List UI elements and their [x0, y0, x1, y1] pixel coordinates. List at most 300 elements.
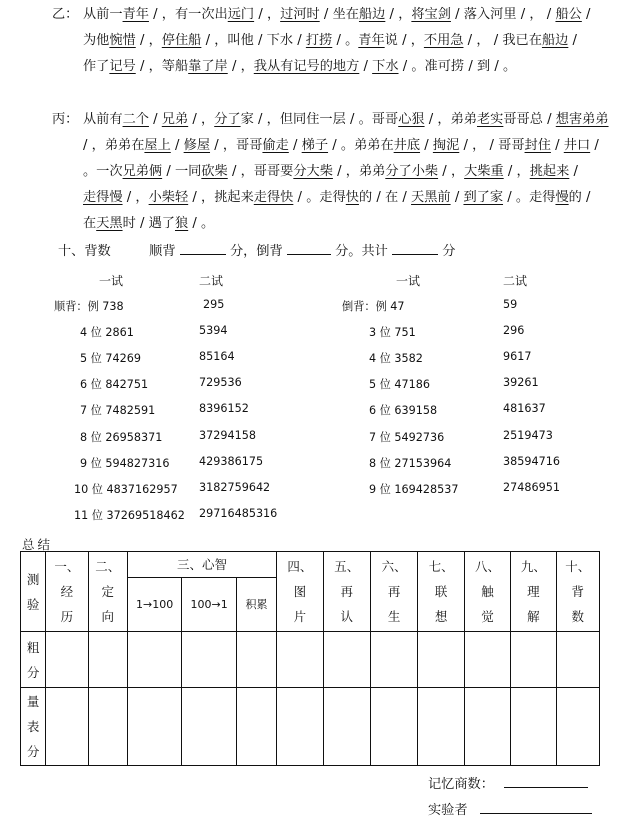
- story-yi-segment: [529, 7, 542, 22]
- cell-text: 测: [26, 571, 40, 587]
- cell-text: 七、: [428, 559, 454, 574]
- text: 在: [83, 216, 97, 231]
- tester-blank[interactable]: [480, 801, 592, 814]
- keyword: 偷走: [262, 138, 289, 153]
- score-cell[interactable]: [464, 632, 510, 688]
- story-bing-segment: [223, 138, 289, 153]
- digit-row-label: 11 位 37269518462: [74, 508, 185, 522]
- separator-slash: /: [337, 164, 342, 179]
- score-cell[interactable]: [88, 632, 127, 688]
- text: 作了: [83, 59, 110, 74]
- story-bing-segment: [437, 112, 543, 127]
- cell-text: 再: [387, 584, 401, 599]
- separator-slash: /: [428, 112, 434, 127]
- score-cell[interactable]: [88, 688, 127, 766]
- separator-slash: /: [507, 190, 512, 205]
- separator-slash: /: [257, 33, 263, 48]
- story-bing-segment: [556, 112, 609, 127]
- separator-slash: /: [332, 138, 337, 153]
- keyword: 砍柴: [201, 164, 228, 179]
- score-cell[interactable]: [511, 688, 556, 766]
- separator-slash: /: [192, 190, 197, 205]
- keyword: 停住船: [161, 33, 202, 48]
- digit-trial2: 2519473: [503, 428, 553, 442]
- cell-text: 认: [340, 609, 354, 624]
- keyword: 挑起来: [529, 164, 570, 179]
- keyword: 青年: [122, 7, 149, 22]
- separator-slash: /: [520, 7, 526, 22]
- text: ，: [450, 164, 465, 179]
- separator-slash: /: [586, 190, 591, 205]
- story-bing-segment: [302, 138, 328, 153]
- digit-trial2: 9617: [503, 350, 532, 364]
- keyword: 兄弟俩: [122, 164, 163, 179]
- digit-trial2: 38594716: [503, 454, 560, 468]
- keyword: 到了家: [463, 190, 504, 205]
- story-yi-segment: [372, 59, 398, 74]
- text: ，: [135, 190, 149, 205]
- digit-trial2: 27486951: [503, 480, 560, 494]
- separator-slash: /: [336, 33, 341, 48]
- digit-row-label: 5 位 47186: [369, 378, 431, 392]
- cell-text: 三、心智: [177, 557, 228, 572]
- backward-score-label: 分，倒背: [229, 244, 283, 259]
- cell-text: 生: [387, 609, 401, 624]
- separator-slash: /: [297, 33, 302, 48]
- score-cell[interactable]: [556, 688, 599, 766]
- text: ，有一次出: [161, 7, 228, 22]
- keyword: 大柴重: [464, 164, 504, 179]
- keyword: 慢: [555, 190, 569, 205]
- keyword: 兄弟: [161, 112, 189, 127]
- keyword: 分了: [214, 112, 241, 127]
- text: ，弟弟在: [91, 138, 145, 153]
- separator-slash: /: [489, 138, 494, 153]
- story-yi-segment: [477, 59, 490, 74]
- row-header: [21, 632, 46, 688]
- score-cell[interactable]: [556, 632, 599, 688]
- subcol-header: [236, 578, 276, 632]
- story-bing-segment: [517, 164, 570, 179]
- tester: [428, 799, 592, 818]
- score-cell[interactable]: [323, 688, 370, 766]
- section10-number: 十、: [58, 244, 85, 259]
- separator-slash: /: [586, 7, 591, 22]
- separator-slash: /: [214, 138, 219, 153]
- text: 从前有: [83, 112, 123, 127]
- separator-slash: /: [174, 138, 180, 153]
- keyword: 青年: [358, 33, 385, 48]
- story-bing-segment: [346, 164, 438, 179]
- text: ，: [410, 33, 424, 48]
- score-cell[interactable]: [182, 688, 236, 766]
- score-cell[interactable]: [277, 688, 323, 766]
- cell-text: 八、: [474, 559, 500, 574]
- backward-score-blank[interactable]: [287, 242, 331, 255]
- story-bing-segment: [83, 216, 136, 231]
- separator-slash: /: [442, 164, 447, 179]
- text: 下水: [266, 33, 294, 48]
- digit-trial2: 39261: [503, 376, 539, 390]
- cell-text: 理: [527, 584, 540, 599]
- cell-text: 分: [26, 664, 40, 680]
- forward-label: 顺背：例 738: [54, 300, 124, 313]
- story-yi-segment: [306, 33, 332, 48]
- keyword: 修屋: [183, 138, 211, 153]
- digit-row-label: 10 位 4837162957: [74, 482, 178, 496]
- separator-slash: /: [572, 33, 577, 48]
- cell-text: 背: [571, 584, 585, 599]
- cell-text: 想: [434, 609, 448, 624]
- story-yi-segment: [241, 59, 360, 74]
- keyword: 记号: [109, 59, 136, 74]
- story-yi-segment: [555, 7, 581, 22]
- story-bing-segment: [184, 138, 210, 153]
- keyword: 下水: [372, 59, 399, 74]
- story-yi-segment: [345, 33, 398, 48]
- story-yi-segment: [267, 33, 293, 48]
- story-bing-segment: [241, 164, 333, 179]
- keyword: 打捞: [305, 33, 333, 48]
- text: 。: [201, 216, 215, 231]
- story-yi-segment: [267, 7, 320, 22]
- story-yi-segment: [464, 7, 517, 22]
- separator-slash: /: [323, 7, 329, 22]
- keyword: 快: [345, 190, 359, 205]
- text: 家: [240, 112, 254, 127]
- cell-text: 再: [340, 584, 354, 599]
- story-bing-segment: [463, 190, 503, 205]
- memory-quotient-blank[interactable]: [504, 775, 588, 788]
- story-yi-segment: [502, 33, 568, 48]
- story-yi-segment: [83, 7, 149, 22]
- story-yi-segment: [411, 33, 464, 48]
- cell-text: 100→1: [190, 598, 228, 611]
- keyword: 分了小柴: [385, 164, 439, 179]
- text: 的: [358, 190, 373, 205]
- forward-score-blank[interactable]: [180, 242, 226, 255]
- text: ，等船: [148, 59, 189, 74]
- story-yi-segment: [162, 7, 254, 22]
- digit-trial2: 429386175: [199, 454, 264, 468]
- keyword: 天黑: [96, 216, 123, 231]
- text: 从前一: [83, 7, 123, 22]
- story-yi-segment: [214, 33, 254, 48]
- separator-slash: /: [192, 216, 197, 231]
- score-cell[interactable]: [370, 632, 417, 688]
- keyword: 远门: [227, 7, 255, 22]
- text: 。一次: [83, 164, 123, 179]
- separator-slash: /: [463, 138, 468, 153]
- forward-trial1-header: 一试: [99, 274, 124, 288]
- col-header: [46, 552, 88, 632]
- story-bing-label: 丙：: [52, 112, 79, 127]
- digit-row-label: 6 位 639158: [369, 404, 438, 418]
- summary-table: [20, 551, 600, 766]
- text: 。: [503, 59, 517, 74]
- backward-label: 倒背：例 47: [342, 300, 405, 313]
- digit-trial2: 5394: [199, 324, 228, 338]
- separator-slash: /: [293, 138, 298, 153]
- col-header-mind: [127, 552, 276, 578]
- cell-text: 图: [293, 584, 307, 599]
- score-cell[interactable]: [277, 632, 323, 688]
- cell-text: 向: [101, 609, 114, 624]
- score-cell[interactable]: [464, 688, 510, 766]
- separator-slash: /: [297, 190, 302, 205]
- story-bing-segment: [83, 112, 149, 127]
- digit-trial2: 59: [503, 298, 518, 311]
- separator-slash: /: [402, 59, 408, 74]
- story-bing-segment: [564, 138, 590, 153]
- story-yi-segment: [411, 59, 464, 74]
- separator-slash: /: [546, 7, 552, 22]
- digit-trial2: 29716485316: [199, 506, 278, 520]
- separator-slash: /: [205, 33, 211, 48]
- separator-slash: /: [192, 112, 197, 127]
- story-bing-segment: [83, 164, 162, 179]
- story-bing-segment: [149, 216, 189, 231]
- story-yi-segment: [149, 59, 228, 74]
- row-header-test: [21, 552, 46, 632]
- section10-heading: [58, 240, 455, 259]
- forward-trial2-header: 二试: [199, 274, 224, 288]
- cell-text: 十、: [565, 559, 591, 574]
- separator-slash: /: [153, 112, 158, 127]
- score-cell[interactable]: [418, 632, 464, 688]
- score-cell[interactable]: [236, 632, 276, 688]
- separator-slash: /: [454, 190, 460, 205]
- backward-trial1-header: 一试: [396, 274, 421, 288]
- separator-slash: /: [547, 112, 552, 127]
- text: ，叫他: [214, 33, 254, 48]
- digit-trial2: 481637: [503, 402, 546, 416]
- story-bing-segment: [201, 112, 254, 127]
- cell-text: 九、: [520, 559, 546, 574]
- text: 。哥哥: [358, 112, 399, 127]
- keyword: 老实: [476, 112, 504, 127]
- separator-slash: /: [402, 33, 407, 48]
- separator-slash: /: [139, 216, 145, 231]
- text: 坐在: [332, 7, 359, 22]
- digit-row-label: 7 位 5492736: [369, 430, 445, 444]
- separator-slash: /: [467, 33, 473, 48]
- cell-text: 六、: [381, 559, 407, 574]
- story-bing-segment: [92, 138, 171, 153]
- separator-slash: /: [376, 190, 381, 205]
- score-cell[interactable]: [418, 688, 464, 766]
- keyword: 掏泥: [432, 138, 460, 153]
- separator-slash: /: [349, 112, 355, 127]
- text: ，: [201, 112, 215, 127]
- keyword: 走得慢: [83, 190, 123, 205]
- col-header: [277, 552, 323, 632]
- score-cell[interactable]: [511, 632, 556, 688]
- keyword: 我从有记号的地方: [253, 59, 360, 74]
- keyword: 船公: [555, 7, 582, 22]
- cell-text: 片: [293, 609, 307, 624]
- separator-slash: /: [257, 112, 263, 127]
- separator-slash: /: [166, 164, 171, 179]
- separator-slash: /: [83, 138, 88, 153]
- summary-label: 总结: [22, 537, 54, 552]
- col-header: [511, 552, 556, 632]
- keyword: 船边: [358, 7, 386, 22]
- separator-slash: /: [507, 164, 513, 179]
- story-bing-segment: [451, 164, 504, 179]
- score-cell[interactable]: [46, 632, 88, 688]
- story-bing-segment: [359, 112, 425, 127]
- col-header: [370, 552, 417, 632]
- digit-row-label: 9 位 594827316: [80, 456, 170, 470]
- story-yi-segment: [503, 59, 516, 74]
- text: 落入河里: [463, 7, 517, 22]
- col-header: [464, 552, 510, 632]
- total-score-blank[interactable]: [392, 242, 438, 255]
- separator-slash: /: [493, 33, 499, 48]
- section10-title: 背数: [84, 244, 111, 259]
- keyword: 二个: [122, 112, 149, 127]
- score-cell[interactable]: [127, 632, 181, 688]
- story-yi-label: 乙：: [52, 7, 79, 22]
- text: ，: [472, 138, 486, 153]
- text: 为他: [83, 33, 110, 48]
- digit-trial2: 85164: [199, 350, 235, 364]
- text: ，: [529, 7, 543, 22]
- row-header: [21, 688, 46, 766]
- separator-slash: /: [153, 7, 158, 22]
- story-yi-segment: [476, 33, 489, 48]
- keyword: 狼: [174, 216, 189, 231]
- keyword: 走得快: [253, 190, 294, 205]
- story-bing-segment: [498, 138, 551, 153]
- cell-text: 一、: [54, 559, 80, 574]
- cell-text: 定: [101, 584, 114, 599]
- keyword: 惋惜: [109, 33, 136, 48]
- separator-slash: /: [455, 7, 460, 22]
- story-bing-segment: [267, 112, 346, 127]
- keyword: 将宝剑: [411, 7, 451, 22]
- separator-slash: /: [231, 59, 237, 74]
- separator-slash: /: [594, 138, 599, 153]
- digit-row-label: 7 位 7482591: [80, 404, 156, 418]
- story-yi-segment: [333, 7, 386, 22]
- score-cell[interactable]: [127, 688, 181, 766]
- text: ，但同住一层: [266, 112, 346, 127]
- text: 的: [568, 190, 582, 205]
- text: ，: [516, 164, 530, 179]
- keyword: 屋上: [144, 138, 171, 153]
- score-cell[interactable]: [323, 632, 370, 688]
- score-cell[interactable]: [236, 688, 276, 766]
- col-header: [88, 552, 127, 632]
- text: 。准可捞: [411, 59, 465, 74]
- separator-slash: /: [389, 7, 394, 22]
- story-bing-segment: [162, 112, 188, 127]
- digit-trial2: 37294158: [199, 428, 256, 442]
- total-score-label: 分。共计: [335, 244, 388, 259]
- separator-slash: /: [126, 190, 132, 205]
- cell-text: 积累: [245, 598, 268, 611]
- story-bing-segment: [306, 190, 372, 205]
- story-yi-body: [83, 2, 614, 80]
- text: 到: [476, 59, 491, 74]
- cell-text: 联: [434, 584, 448, 599]
- text: 时: [122, 216, 136, 231]
- story-yi-segment: [83, 33, 136, 48]
- col-header: [323, 552, 370, 632]
- cell-text: 粗: [26, 639, 40, 655]
- story-bing-segment: [385, 190, 398, 205]
- keyword: 井口: [563, 138, 591, 153]
- text: 哥哥: [498, 138, 525, 153]
- text: ，: [398, 7, 412, 22]
- story-bing-segment: [341, 138, 420, 153]
- story-bing: [52, 107, 614, 237]
- text: 遇了: [148, 216, 175, 231]
- story-bing-segment: [516, 190, 582, 205]
- digit-row-label: 8 位 27153964: [369, 456, 452, 470]
- digit-row-label: 8 位 26958371: [80, 430, 163, 444]
- text: ，弟弟: [345, 164, 386, 179]
- story-bing-segment: [472, 138, 485, 153]
- digit-row-label: 5 位 74269: [80, 352, 142, 366]
- separator-slash: /: [573, 164, 578, 179]
- separator-slash: /: [139, 33, 145, 48]
- score-cell[interactable]: [370, 688, 417, 766]
- text: ，哥哥: [222, 138, 263, 153]
- digit-trial2: 8396152: [199, 402, 249, 416]
- keyword: 井底: [393, 138, 421, 153]
- cell-text: 经: [60, 584, 74, 599]
- backward-trial2-header: 二试: [503, 274, 528, 288]
- cell-text: 验: [26, 596, 40, 612]
- cell-text: 觉: [481, 609, 494, 624]
- story-bing-segment: [175, 164, 228, 179]
- memory-quotient-label: 记忆商数：: [428, 777, 494, 792]
- col-header: [418, 552, 464, 632]
- memory-quotient: [428, 773, 588, 792]
- text: 。: [345, 33, 359, 48]
- separator-slash: /: [468, 59, 473, 74]
- text: ，弟弟: [437, 112, 477, 127]
- keyword: 不用急: [423, 33, 464, 48]
- text: 我已在: [502, 33, 542, 48]
- digit-row-label: 9 位 169428537: [369, 482, 459, 496]
- keyword: 小柴轻: [148, 190, 189, 205]
- story-yi-segment: [398, 7, 451, 22]
- keyword: 封住: [524, 138, 551, 153]
- keyword: 船边: [541, 33, 569, 48]
- text: 。走得: [306, 190, 346, 205]
- text: 一同: [174, 164, 202, 179]
- keyword: 分大柴: [293, 164, 333, 179]
- cell-text: 1→100: [136, 598, 174, 611]
- cell-text: 数: [571, 609, 585, 624]
- text: ，: [266, 7, 281, 22]
- text: ，: [476, 33, 490, 48]
- col-header: [556, 552, 599, 632]
- subcol-header: [127, 578, 181, 632]
- keyword: 过河时: [280, 7, 320, 22]
- cell-text: 历: [60, 609, 74, 624]
- digit-trial2: 729536: [199, 376, 242, 390]
- cell-text: 量: [26, 694, 40, 709]
- score-cell[interactable]: [46, 688, 88, 766]
- separator-slash: /: [139, 59, 145, 74]
- digit-trial2: 295: [203, 298, 225, 311]
- score-cell[interactable]: [182, 632, 236, 688]
